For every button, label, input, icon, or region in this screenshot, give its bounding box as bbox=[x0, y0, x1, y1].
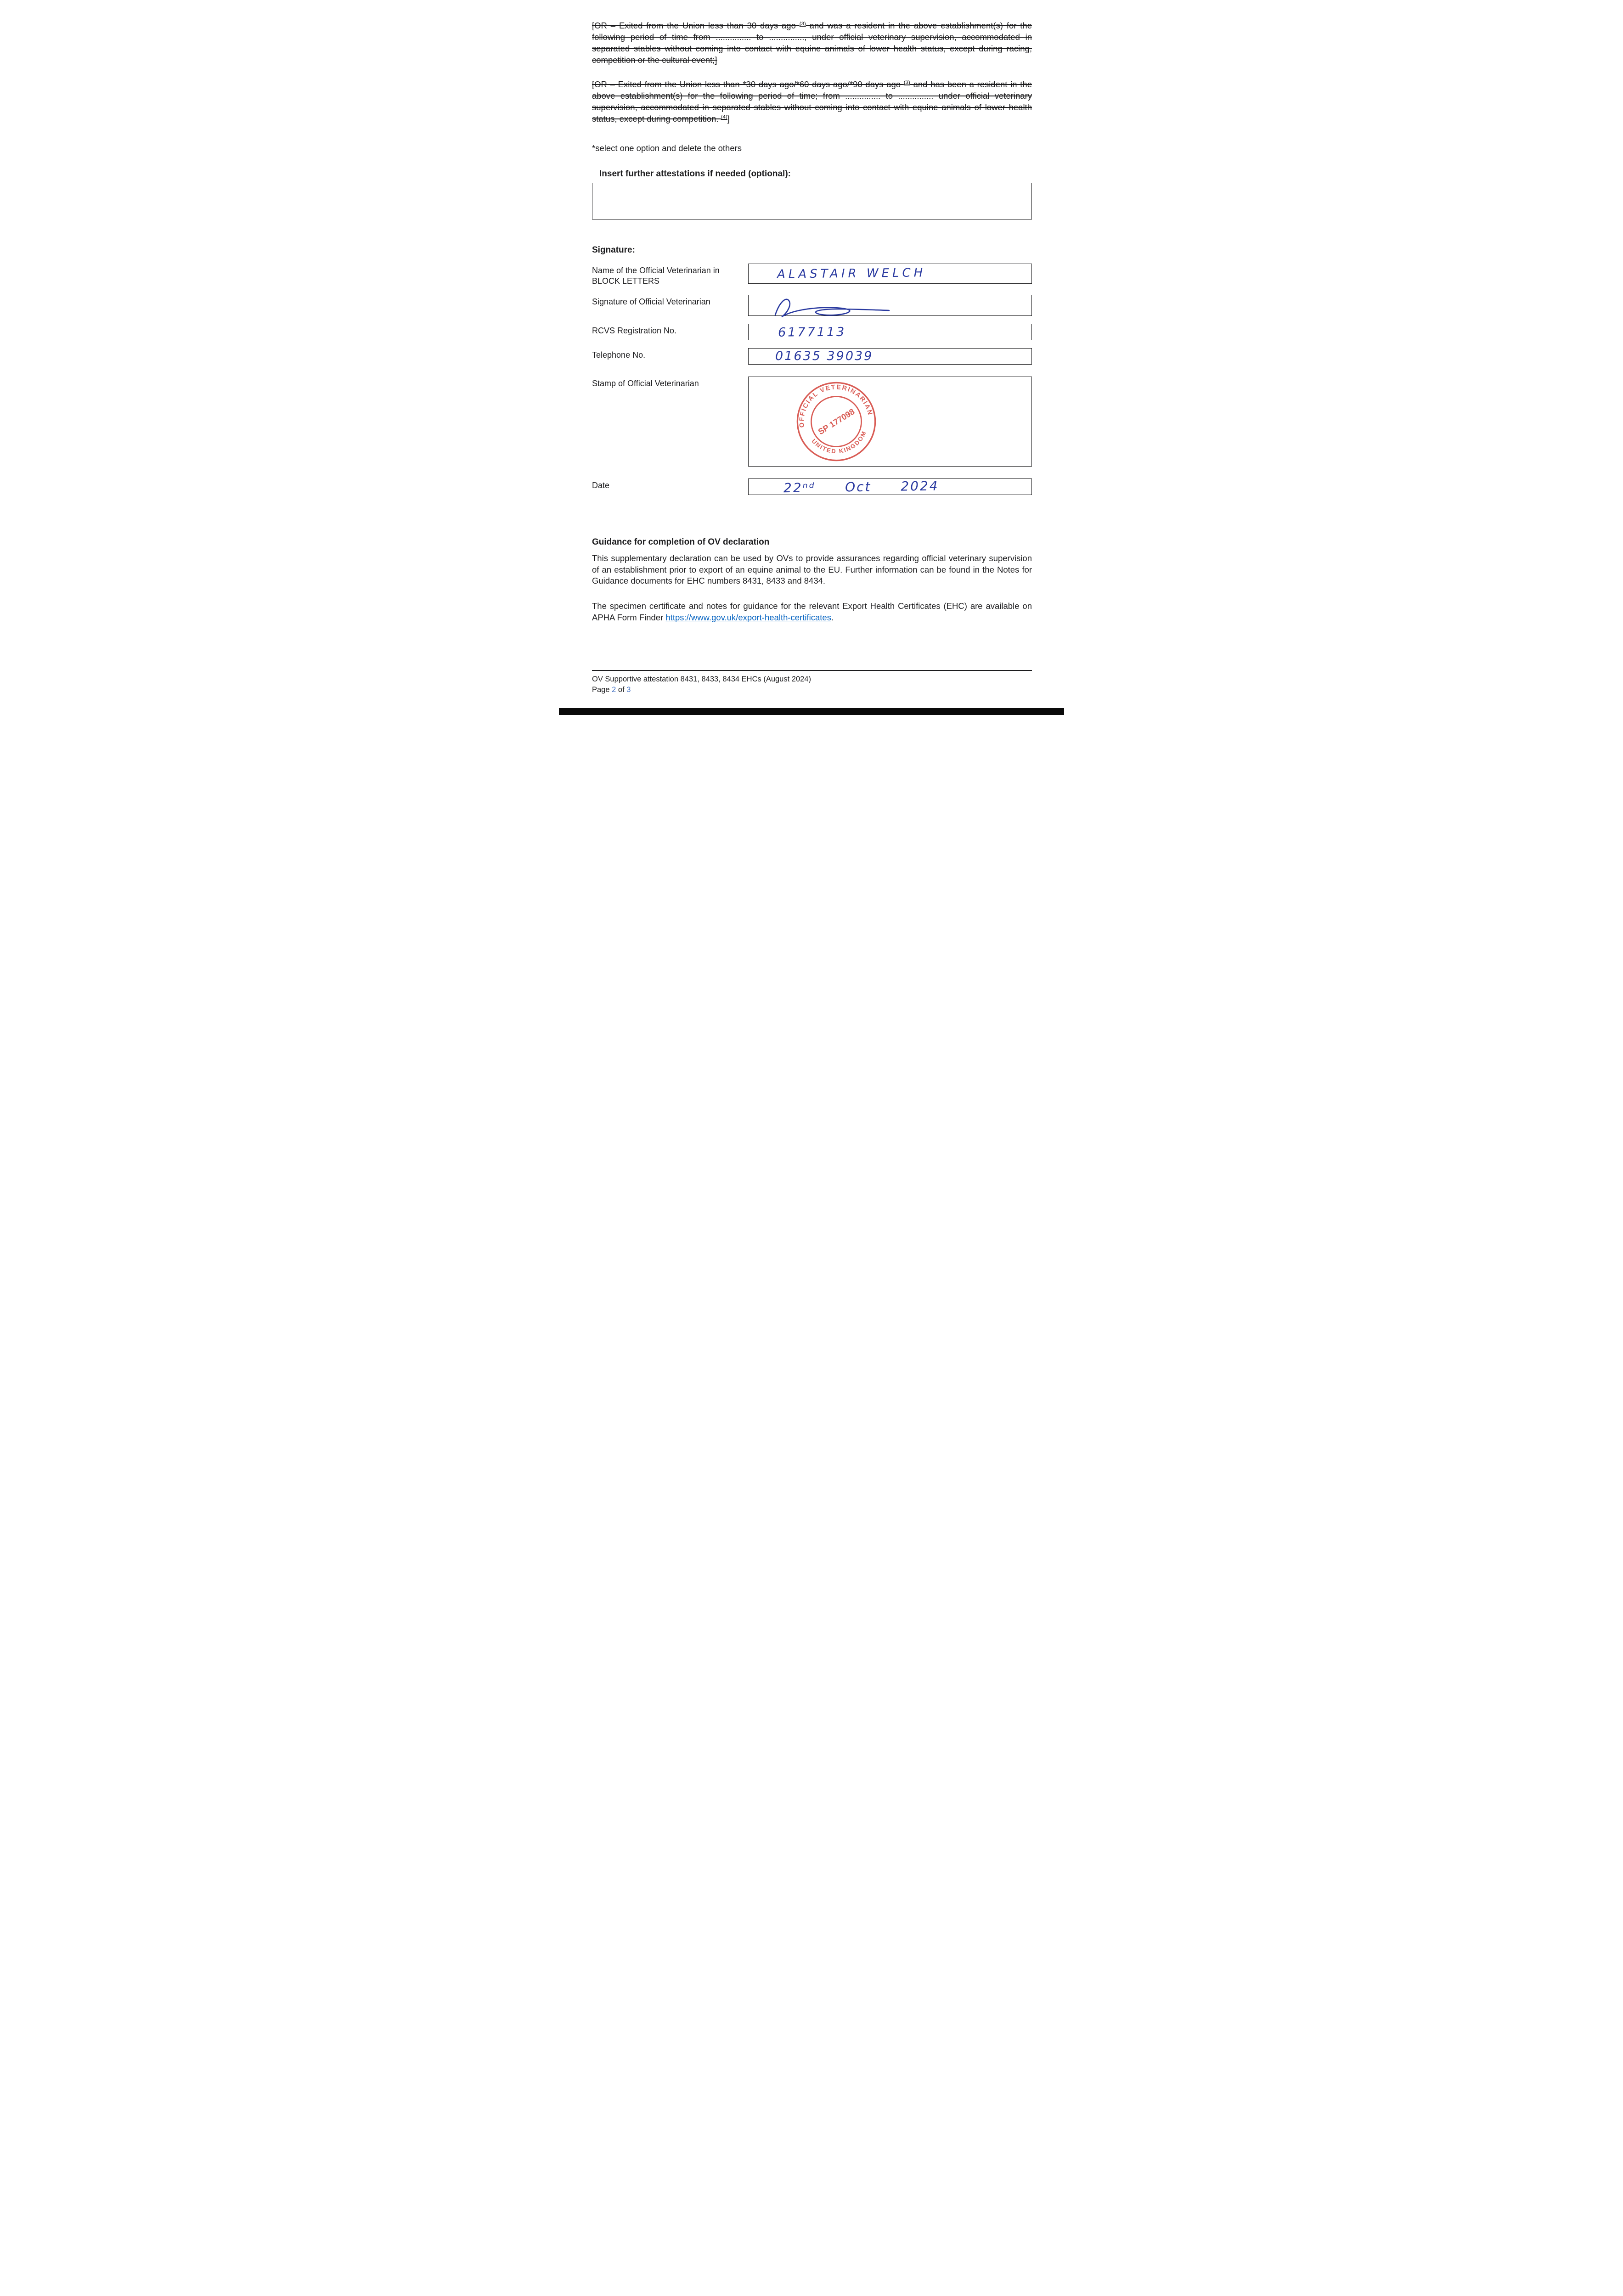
further-attestations-box[interactable] bbox=[592, 183, 1032, 219]
handwritten-rcvs-number: 6177113 bbox=[778, 325, 846, 340]
footer-document-title: OV Supportive attestation 8431, 8433, 8434 EHCs (August 2024) bbox=[592, 675, 811, 684]
field-row-name bbox=[592, 264, 1032, 287]
page-footer bbox=[592, 670, 1032, 695]
stamp-bottom-text: UNITED KINGDOM bbox=[810, 429, 868, 455]
ehc-link[interactable]: https://www.gov.uk/export-health-certificates bbox=[665, 613, 831, 623]
signature-section-heading: Signature: bbox=[592, 245, 635, 255]
struck-text bbox=[592, 79, 1032, 124]
official-veterinarian-stamp bbox=[788, 373, 885, 470]
handwritten-date: 22ⁿᵈ Oct 2024 bbox=[783, 478, 939, 495]
signature-scribble bbox=[769, 296, 897, 320]
handwritten-name: ALASTAIR WELCH bbox=[777, 265, 926, 281]
field-row-rcvs bbox=[592, 324, 1032, 340]
footnote-ref-3: (3) bbox=[903, 79, 910, 85]
date-field-box[interactable] bbox=[748, 478, 1032, 495]
handwritten-telephone: 01635 39039 bbox=[775, 349, 873, 363]
stamp-serial-text: SP 177098 bbox=[816, 406, 857, 437]
paragraph-text: and has been a resident in the above establishment(s) for the following period of time; from ............... to ............... under official veterinary supervision, accommodated in separated stables without coming into contact with equine animals of lower health status, except during competition. bbox=[592, 79, 1032, 124]
rcvs-field-box[interactable] bbox=[748, 324, 1032, 340]
signature-field-label: Signature of Official Veterinarian bbox=[592, 297, 710, 306]
telephone-field-box[interactable] bbox=[748, 348, 1032, 365]
stamp-field-box[interactable] bbox=[748, 377, 1032, 467]
footnote-ref-3: (3) bbox=[799, 21, 806, 27]
of-word: of bbox=[616, 685, 627, 694]
paragraph-text: . bbox=[831, 613, 834, 623]
closing-bracket: ] bbox=[727, 113, 730, 124]
page-total: 3 bbox=[626, 685, 631, 694]
date-field-label: Date bbox=[592, 480, 610, 490]
guidance-paragraph-2 bbox=[592, 601, 1032, 624]
document-page bbox=[559, 0, 1064, 715]
field-row-date bbox=[592, 478, 1032, 495]
paragraph-text: [OR – Exited from the Union less than 30 days ago bbox=[592, 21, 800, 30]
field-row-signature bbox=[592, 295, 1032, 316]
struck-option-paragraph-1 bbox=[592, 20, 1032, 66]
telephone-field-label: Telephone No. bbox=[592, 350, 646, 360]
footnote-ref-4: (4) bbox=[721, 114, 727, 120]
signature-field-box[interactable] bbox=[748, 295, 1032, 316]
paragraph-text: The specimen certificate and notes for guidance for the relevant Export Health Certificates (EHC) are available on APHA Form Finder bbox=[592, 601, 1032, 623]
page-word: Page bbox=[592, 685, 612, 694]
scan-edge-artifact bbox=[559, 708, 1064, 715]
rcvs-field-label: RCVS Registration No. bbox=[592, 326, 677, 335]
guidance-paragraph-1: This supplementary declaration can be used by OVs to provide assurances regarding official veterinary supervision of an establishment prior to export of an equine animal to the EU. Further information can be found in the Notes for Guidance documents for EHC numbers 8431, 8433 and 8434. bbox=[592, 553, 1032, 586]
guidance-heading: Guidance for completion of OV declaration bbox=[592, 537, 770, 547]
field-row-telephone bbox=[592, 348, 1032, 365]
paragraph-text: [OR – Exited from the Union less than *30 days ago/*60 days ago/*90 days ago bbox=[592, 79, 904, 89]
stamp-field-label: Stamp of Official Veterinarian bbox=[592, 378, 699, 388]
struck-option-paragraph-2 bbox=[592, 79, 1032, 125]
name-field-box[interactable] bbox=[748, 264, 1032, 284]
select-option-note: *select one option and delete the others bbox=[592, 143, 742, 153]
struck-text bbox=[592, 21, 1032, 65]
footer-page-number bbox=[592, 685, 1032, 695]
further-attestations-heading: Insert further attestations if needed (optional): bbox=[599, 169, 791, 179]
page-current: 2 bbox=[612, 685, 616, 694]
field-row-stamp bbox=[592, 377, 1032, 467]
stamp-top-text: OFFICIAL VETERINARIAN bbox=[797, 383, 874, 428]
name-field-label: Name of the Official Veterinarian in BLOCK LETTERS bbox=[592, 265, 720, 286]
paragraph-text: and was a resident in the above establishment(s) for the following period of time from ............... to ..............., under official veterinary supervision, accommodated in separated stables without coming into contact with equine animals of lower health status, except during racing, competition or the cultural event;] bbox=[592, 21, 1032, 65]
